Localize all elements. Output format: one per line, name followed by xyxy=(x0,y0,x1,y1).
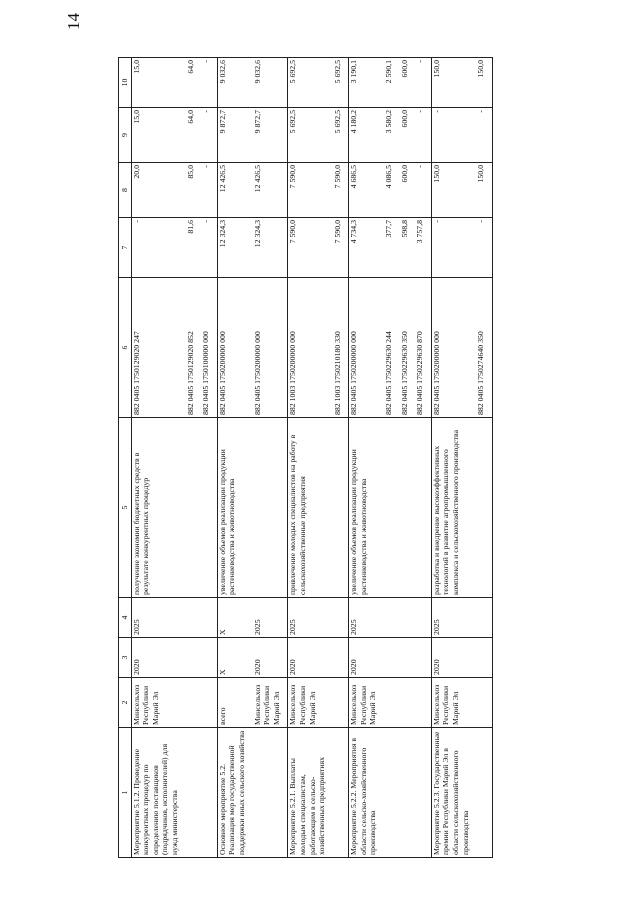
value-col7-cell: 12 324,3 xyxy=(253,218,288,278)
value-col10-cell: - xyxy=(415,58,431,108)
start-year-cell: 2020 xyxy=(349,638,384,678)
table-body xyxy=(131,58,492,858)
executor-cell xyxy=(476,678,492,728)
end-year-cell: 2025 xyxy=(431,598,476,638)
expected-result-cell xyxy=(253,418,288,598)
end-year-cell xyxy=(186,598,202,638)
executor-cell xyxy=(201,678,217,728)
value-col7-cell: 7 590,0 xyxy=(333,218,349,278)
value-col9-cell: - xyxy=(431,108,476,163)
table-row xyxy=(186,58,202,858)
event-name-cell xyxy=(186,728,202,858)
start-year-cell xyxy=(186,638,202,678)
value-col8-cell: 20,0 xyxy=(131,163,185,218)
expected-result-cell: привлечение молодых специалистов на работу в сельскохозяйственные предприятия xyxy=(288,418,333,598)
event-name-cell: Мероприятие 5.1.2. Проведение конкурентных процедур по определению поставщиков (подрядчиков, исполнителей) для нужд министерства xyxy=(131,728,185,858)
column-header: 4 xyxy=(119,598,132,638)
table-row xyxy=(476,58,492,858)
value-col8-cell: 7 590,0 xyxy=(333,163,349,218)
budget-code-cell: 882 0405 1750129020 852 xyxy=(186,278,202,418)
expected-result-cell xyxy=(476,418,492,598)
executor-cell: Минсельхоз Республики Марий Эл xyxy=(253,678,288,728)
value-col8-cell: 7 590,0 xyxy=(288,163,333,218)
budget-code-cell: 882 0405 1750274640 350 xyxy=(476,278,492,418)
event-name-cell: Основное мероприятие 5.2. Реализация мер государственной поддержки иных сельского хозяйства xyxy=(217,728,252,858)
value-col7-cell: - xyxy=(131,218,185,278)
budget-code-cell: 882 0405 1750229630 870 xyxy=(415,278,431,418)
value-col8-cell: 12 426,5 xyxy=(217,163,252,218)
value-col9-cell: 9 872,7 xyxy=(253,108,288,163)
start-year-cell: Х xyxy=(217,638,252,678)
value-col9-cell: - xyxy=(415,108,431,163)
start-year-cell: 2020 xyxy=(253,638,288,678)
value-col7-cell: 598,8 xyxy=(400,218,416,278)
table-row xyxy=(400,58,416,858)
table-row xyxy=(201,58,217,858)
end-year-cell xyxy=(333,598,349,638)
start-year-cell: 2020 xyxy=(131,638,185,678)
value-col8-cell: 4 686,5 xyxy=(349,163,384,218)
event-name-cell xyxy=(253,728,288,858)
rotated-page xyxy=(118,58,596,858)
value-col10-cell: 5 692,5 xyxy=(333,58,349,108)
event-name-cell xyxy=(333,728,349,858)
budget-code-cell: 882 1003 1750210180 330 xyxy=(333,278,349,418)
executor-cell: Минсельхоз Республики Марий Эл xyxy=(349,678,384,728)
header-row xyxy=(119,58,132,858)
start-year-cell: 2020 xyxy=(288,638,333,678)
end-year-cell: 2025 xyxy=(131,598,185,638)
expected-result-cell xyxy=(384,418,400,598)
end-year-cell xyxy=(201,598,217,638)
table-row xyxy=(415,58,431,858)
table-row xyxy=(217,58,252,858)
column-header: 6 xyxy=(119,278,132,418)
event-name-cell: Мероприятие 5.2.1. Выплаты молодым специалистам, работающим в сельско-хозяйственных предприятиях xyxy=(288,728,333,858)
value-col8-cell: 4 086,5 xyxy=(384,163,400,218)
end-year-cell: 2025 xyxy=(349,598,384,638)
executor-cell: Минсельхоз Республики Марий Эл xyxy=(288,678,333,728)
end-year-cell: 2025 xyxy=(253,598,288,638)
value-col9-cell: 5 692,5 xyxy=(333,108,349,163)
value-col9-cell: 64,0 xyxy=(186,108,202,163)
table-row xyxy=(384,58,400,858)
budget-code-cell: 882 0405 1750129020 247 xyxy=(131,278,185,418)
value-col9-cell: 600,0 xyxy=(400,108,416,163)
expected-result-cell: увеличение объемов реализации продукции растениеводства и животноводства xyxy=(349,418,384,598)
value-col7-cell: 3 757,8 xyxy=(415,218,431,278)
expected-result-cell xyxy=(186,418,202,598)
value-col7-cell: 7 590,0 xyxy=(288,218,333,278)
table-row xyxy=(349,58,384,858)
value-col9-cell: 3 580,2 xyxy=(384,108,400,163)
value-col7-cell: 4 734,3 xyxy=(349,218,384,278)
executor-cell: Минсельхоз Республики Марий Эл xyxy=(131,678,185,728)
value-col10-cell: 3 190,1 xyxy=(349,58,384,108)
start-year-cell xyxy=(476,638,492,678)
budget-code-cell: 882 1003 1750200000 000 xyxy=(288,278,333,418)
budget-code-cell: 882 0405 1750200000 000 xyxy=(217,278,252,418)
program-table xyxy=(118,57,493,858)
value-col9-cell: - xyxy=(201,108,217,163)
executor-cell xyxy=(400,678,416,728)
table-row xyxy=(333,58,349,858)
value-col10-cell: - xyxy=(201,58,217,108)
table-header xyxy=(119,58,132,858)
value-col10-cell: 2 590,1 xyxy=(384,58,400,108)
event-name-cell xyxy=(476,728,492,858)
expected-result-cell: разработка и внедрение высокоэффективных технологий в развитие агропромышленного комплекса и сельскохозяйственного производства xyxy=(431,418,476,598)
end-year-cell xyxy=(476,598,492,638)
budget-code-cell: 882 0405 1750200000 000 xyxy=(431,278,476,418)
start-year-cell xyxy=(384,638,400,678)
value-col10-cell: 5 692,5 xyxy=(288,58,333,108)
value-col9-cell: 4 180,2 xyxy=(349,108,384,163)
value-col8-cell: 150,0 xyxy=(431,163,476,218)
executor-cell: Минсельхоз Республики Марий Эл xyxy=(431,678,476,728)
event-name-cell xyxy=(400,728,416,858)
start-year-cell xyxy=(400,638,416,678)
value-col9-cell: 5 692,5 xyxy=(288,108,333,163)
table-row xyxy=(431,58,476,858)
budget-code-cell: 882 0405 1750229630 244 xyxy=(384,278,400,418)
value-col9-cell: 15,0 xyxy=(131,108,185,163)
column-header: 9 xyxy=(119,108,132,163)
column-header: 2 xyxy=(119,678,132,728)
expected-result-cell: получение экономии бюджетных средств в результате конкурентных процедур xyxy=(131,418,185,598)
column-header: 10 xyxy=(119,58,132,108)
executor-cell xyxy=(384,678,400,728)
value-col9-cell: 9 872,7 xyxy=(217,108,252,163)
event-name-cell xyxy=(201,728,217,858)
start-year-cell xyxy=(415,638,431,678)
end-year-cell: Х xyxy=(217,598,252,638)
value-col7-cell: 377,7 xyxy=(384,218,400,278)
end-year-cell xyxy=(415,598,431,638)
table-row xyxy=(288,58,333,858)
value-col10-cell: 9 032,6 xyxy=(253,58,288,108)
end-year-cell xyxy=(384,598,400,638)
end-year-cell: 2025 xyxy=(288,598,333,638)
value-col8-cell: 600,0 xyxy=(400,163,416,218)
column-header: 5 xyxy=(119,418,132,598)
value-col7-cell: 12 324,3 xyxy=(217,218,252,278)
value-col10-cell: 150,0 xyxy=(431,58,476,108)
value-col10-cell: 15,0 xyxy=(131,58,185,108)
event-name-cell: Мероприятие 5.2.2. Мероприятия в области сельско-хозяйственного производства xyxy=(349,728,384,858)
expected-result-cell: увеличение объемов реализации продукции растениеводства и животноводства xyxy=(217,418,252,598)
page-number: 14 xyxy=(64,13,83,30)
event-name-cell xyxy=(415,728,431,858)
value-col8-cell: 85,0 xyxy=(186,163,202,218)
value-col8-cell: 150,0 xyxy=(476,163,492,218)
executor-cell xyxy=(186,678,202,728)
event-name-cell xyxy=(384,728,400,858)
value-col8-cell: - xyxy=(415,163,431,218)
value-col10-cell: 64,0 xyxy=(186,58,202,108)
event-name-cell: Мероприятие 5.2.3. Государственные премии Республики Марий Эл в области сельскохозяйственного производства xyxy=(431,728,476,858)
value-col10-cell: 600,0 xyxy=(400,58,416,108)
table-row xyxy=(131,58,185,858)
start-year-cell xyxy=(201,638,217,678)
value-col7-cell: - xyxy=(201,218,217,278)
start-year-cell xyxy=(333,638,349,678)
value-col7-cell: - xyxy=(431,218,476,278)
budget-code-cell: 882 0405 1750200000 000 xyxy=(253,278,288,418)
column-header: 8 xyxy=(119,163,132,218)
expected-result-cell xyxy=(400,418,416,598)
end-year-cell xyxy=(400,598,416,638)
budget-code-cell: 882 0405 1750100000 000 xyxy=(201,278,217,418)
value-col8-cell: 12 426,5 xyxy=(253,163,288,218)
column-header: 1 xyxy=(119,728,132,858)
column-header: 3 xyxy=(119,638,132,678)
value-col10-cell: 9 032,6 xyxy=(217,58,252,108)
value-col7-cell: 81,6 xyxy=(186,218,202,278)
column-header: 7 xyxy=(119,218,132,278)
executor-cell xyxy=(333,678,349,728)
value-col10-cell: 150,0 xyxy=(476,58,492,108)
table-row xyxy=(253,58,288,858)
expected-result-cell xyxy=(201,418,217,598)
executor-cell: всего xyxy=(217,678,252,728)
value-col7-cell: - xyxy=(476,218,492,278)
expected-result-cell xyxy=(333,418,349,598)
budget-code-cell: 882 0405 1750200000 000 xyxy=(349,278,384,418)
start-year-cell: 2020 xyxy=(431,638,476,678)
value-col9-cell: - xyxy=(476,108,492,163)
value-col8-cell: - xyxy=(201,163,217,218)
expected-result-cell xyxy=(415,418,431,598)
budget-code-cell: 882 0405 1750229630 350 xyxy=(400,278,416,418)
executor-cell xyxy=(415,678,431,728)
